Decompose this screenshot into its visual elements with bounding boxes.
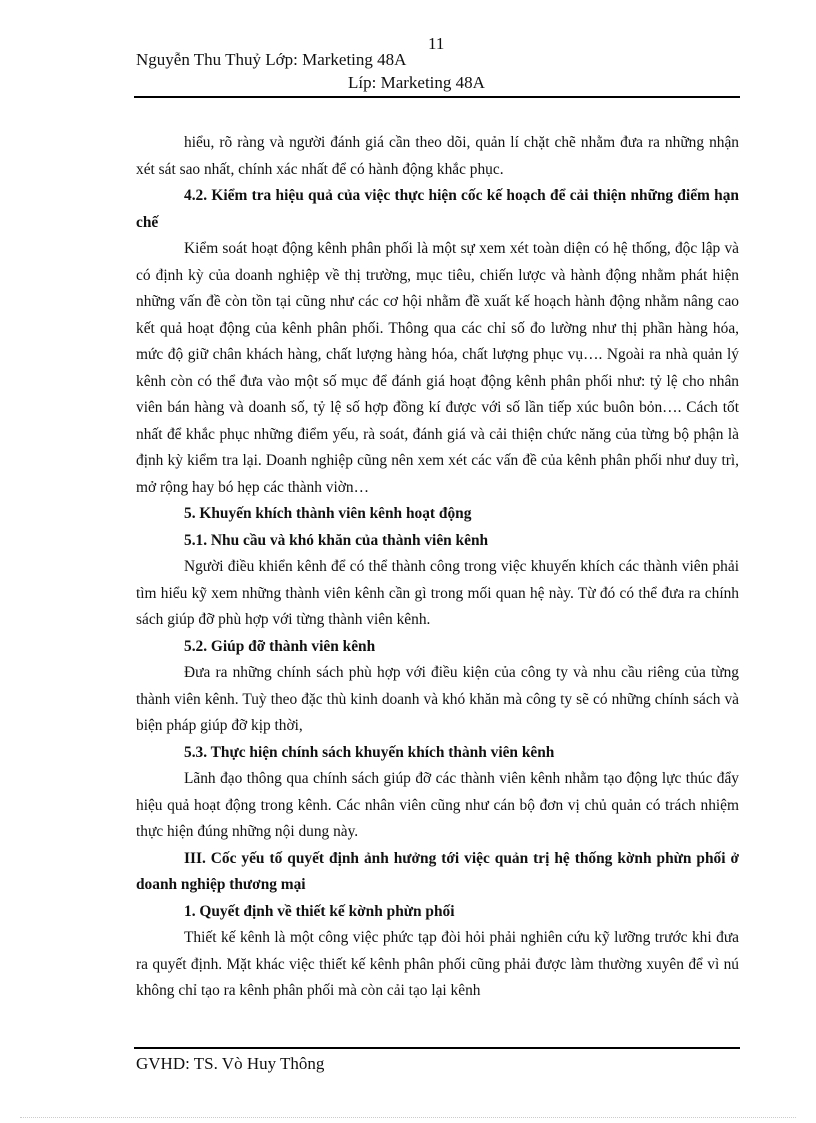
footer-supervisor: GVHD: TS. Vò Huy Thông: [136, 1054, 325, 1073]
section-heading: 5.2. Giúp đỡ thành viên kênh: [184, 637, 376, 655]
section-heading: 5. Khuyến khích thành viên kênh hoạt động: [184, 505, 472, 522]
section-heading: 5.3. Thực hiện chính sách khuyến khích thành viên kênh: [184, 743, 555, 761]
paragraph: Kiểm soát hoạt động kênh phân phối là một sự xem xét toàn diện có hệ thống, độc lập và có định kỳ của doanh nghiệp về thị trường, mục tiêu, chiến lược và hành động nhằm phát hiện những vấn đề còn tồn tại cũng như các cơ hội nhằm đề xuất kế hoạch hành động nhằm nâng cao kết quả hoạt động của kênh phân phối. Thông qua các chỉ số đo lường như thị phần hàng hóa, mức độ giữ chân khách hàng, chất lượng hàng hóa, chất lượng phục vụ…. Ngoài ra nhà quản lý kênh còn có thể đưa vào một số mục để đánh giá hoạt động kênh phân phối như: tỷ lệ cho nhân viên bán hàng và doanh số, tỷ lệ số hợp đồng kí được với số lần tiếp xúc buôn bỏn…. Cách tốt nhất để khắc phục những điểm yếu, rà soát, đánh giá và cải thiện chức năng của từng bộ phận là định kỳ kiểm tra lại. Doanh nghiệp cũng nên xem xét các vấn đề của kênh phân phối như duy trì, mở rộng hay bó hẹp các thành viờn…: [136, 240, 739, 496]
section-heading: III. Cốc yếu tố quyết định ảnh hưởng tới việc quản trị hệ thống kờnh phừn phối ở doanh nghiệp thương mại: [136, 849, 739, 893]
header-rule: [134, 96, 740, 98]
page-number: 11: [428, 34, 445, 53]
header-author-class: Nguyễn Thu Thuỷ Lớp: Marketing 48A: [136, 50, 407, 69]
page-edge-divider: [20, 1117, 796, 1118]
document-body: [136, 130, 739, 1005]
section-heading: 5.1. Nhu cầu và khó khăn của thành viên kênh: [184, 531, 489, 549]
paragraph: hiểu, rõ ràng và người đánh giá cần theo dõi, quản lí chặt chẽ nhằm đưa ra những nhận xét sát sao nhất, chính xác nhất để có hành động khắc phục.: [136, 134, 739, 178]
paragraph: Đưa ra những chính sách phù hợp với điều kiện của công ty và nhu cầu riêng của từng thành viên kênh. Tuỳ theo đặc thù kinh doanh và khó khăn mà công ty sẽ có những chính sách và biện pháp giúp đỡ kịp thời,: [136, 664, 739, 734]
paragraph: Thiết kế kênh là một công việc phức tạp đòi hỏi phải nghiên cứu kỹ lưỡng trước khi đưa ra quyết định. Mặt khác việc thiết kế kênh phân phối cũng phải được làm thường xuyên để vì nú không chỉ tạo ra kênh phân phối mà còn cải tạo lại kênh: [136, 929, 739, 999]
header-class: Líp: Marketing 48A: [348, 73, 485, 92]
paragraph: Lãnh đạo thông qua chính sách giúp đỡ các thành viên kênh nhằm tạo động lực thúc đẩy hiệu quả hoạt động trong kênh. Các nhân viên cũng như cán bộ đơn vị chủ quản có trách nhiệm thực hiện đúng những nội dung này.: [136, 770, 739, 840]
section-heading: 4.2. Kiểm tra hiệu quả của việc thực hiện cốc kế hoạch để cải thiện những điểm hạn chế: [136, 187, 739, 231]
paragraph: Người điều khiển kênh để có thể thành công trong việc khuyến khích các thành viên phải tìm hiểu kỹ xem những thành viên kênh cần gì trong mối quan hệ này. Từ đó có thể đưa ra chính sách giúp đỡ phù hợp với từng thành viên kênh.: [136, 558, 739, 628]
section-heading: 1. Quyết định về thiết kế kờnh phừn phối: [184, 902, 455, 920]
footer-rule: [134, 1047, 740, 1049]
